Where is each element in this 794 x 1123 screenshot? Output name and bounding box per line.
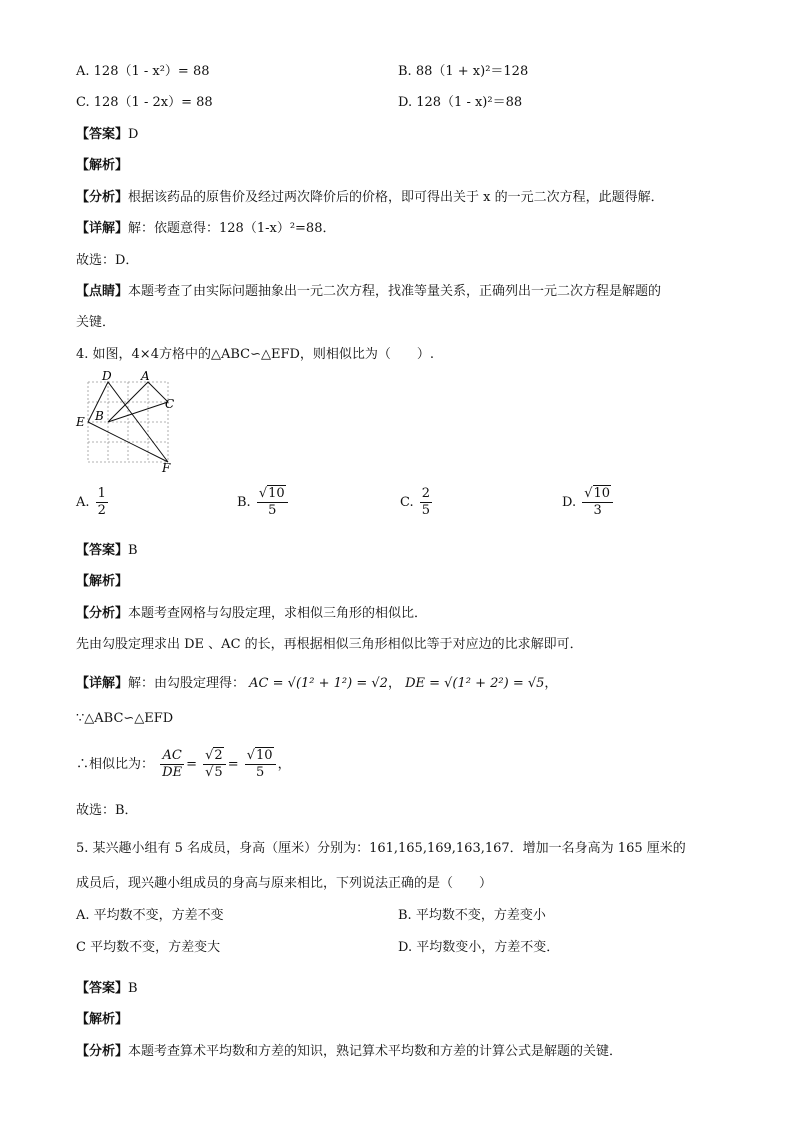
figure-label-e: E (76, 415, 85, 429)
q3-fenxi (76, 189, 664, 207)
answer-label: 【答案】 (76, 981, 129, 996)
ac-equation: AC = √(1² + 1²) = √2 (249, 676, 388, 691)
numerator: √10 (582, 486, 613, 503)
fraction (257, 486, 288, 519)
q3-analysis-label: 【解析】 (76, 158, 129, 173)
denominator: 5 (268, 503, 277, 518)
figure-label-c: C (165, 397, 175, 411)
q3-option-a: A. 128（1 - x²）= 88 (76, 64, 210, 79)
figure-label-f: F (162, 461, 171, 472)
fraction (420, 486, 432, 519)
xiangjie-label: 【详解】 (76, 676, 129, 691)
radicand: 10 (256, 748, 273, 763)
q4-option-b (237, 486, 290, 519)
de-equation: DE = √(1² + 2²) = √5 (405, 676, 545, 691)
q4-analysis-label: 【解析】 (76, 574, 129, 589)
q4-method: 先由勾股定理求出 DE 、AC 的长，再根据相似三角形相似比等于对应边的比求解即可． (76, 637, 583, 652)
fenxi-label: 【分析】 (76, 1044, 129, 1059)
q3-option-c: C. 128（1 - 2x）= 88 (76, 95, 213, 110)
q4-grid-figure (74, 368, 184, 472)
q3-guxuan: 故选：D． (76, 253, 139, 268)
numerator: √10 (257, 486, 288, 503)
answer-label: 【答案】 (76, 543, 129, 558)
q4-because: ∵△ABC∽△EFD (76, 711, 174, 726)
q4-xiangjie: 【详解】解：由勾股定理得： AC = √(1² + 1²) = √2， DE = √(1² + 2²) = √5， (76, 676, 558, 691)
q5-option-d: D. 平均数变小，方差不变． (398, 940, 560, 955)
q3-answer-line (76, 126, 138, 144)
answer-value: B (128, 543, 138, 558)
q4-stem: 4. 如图，4×4方格中的△ABC∽△EFD，则相似比为（ ）. (76, 347, 435, 362)
q5-fenxi (76, 1043, 622, 1061)
q4-option-c (400, 486, 434, 519)
q5-stem-line2: 成员后，现兴趣小组成员的身高与原来相比，下列说法正确的是（ ） (76, 876, 493, 891)
q5-option-c: C 平均数不变，方差变大 (76, 940, 221, 955)
figure-label-a: A (141, 369, 150, 383)
fenxi-text: 本题考查算术平均数和方差的知识，熟记算术平均数和方差的计算公式是解题的关键． (128, 1044, 623, 1059)
answer-label: 【答案】 (76, 127, 129, 142)
numerator: √2 (203, 748, 226, 765)
q5-stem-line1: 5. 某兴趣小组有 5 名成员，身高（厘米）分别为：161,165,169,163,167．增加一名身高为 165 厘米的 (76, 841, 686, 856)
fenxi-label: 【分析】 (76, 606, 129, 621)
q4-answer-line (76, 542, 138, 560)
numerator: √10 (245, 748, 276, 765)
xiangjie-text: 解：由勾股定理得： (128, 676, 246, 691)
q4-fenxi (76, 605, 427, 623)
xiangjie-label: 【详解】 (76, 221, 129, 236)
fraction (582, 486, 613, 519)
fenxi-label: 【分析】 (76, 190, 129, 205)
dianjing-label: 【点睛】 (76, 284, 129, 299)
numerator: AC (162, 748, 182, 763)
fraction-ac-de (160, 748, 184, 781)
fenxi-text: 本题考查网格与勾股定理，求相似三角形的相似比． (128, 606, 428, 621)
q5-option-b: B. 平均数不变，方差变小 (398, 908, 546, 923)
q5-analysis-label: 【解析】 (76, 1012, 129, 1027)
q4-option-d (562, 486, 615, 519)
denominator: DE (162, 765, 183, 780)
denominator: 5 (256, 765, 265, 780)
q4-guxuan: 故选：B． (76, 803, 138, 818)
q3-dianjing (76, 283, 661, 301)
q3-option-d: D. 128（1 - x)²＝88 (398, 95, 523, 110)
fraction-sqrt2-sqrt5 (203, 748, 226, 781)
answer-value: B (128, 981, 138, 996)
option-letter: D. (562, 495, 577, 510)
answer-value: D (128, 127, 139, 142)
fraction (96, 486, 108, 519)
q3-xiangjie (76, 220, 335, 238)
q5-answer-line (76, 980, 138, 998)
q3-option-b: B. 88（1 + x)²＝128 (398, 64, 529, 79)
option-letter: B. (237, 495, 251, 510)
q5-option-a: A. 平均数不变，方差不变 (76, 908, 224, 923)
denominator: √5 (205, 765, 223, 780)
q4-therefore: ∴相似比为： $\frac{AC}{DE}$ = $\frac{√2}{√5}$ = $\frac{√10}{5}$ ， (76, 748, 291, 780)
therefore-text: ∴相似比为： (76, 757, 155, 772)
fenxi-text: 根据该药品的原售价及经过两次降价后的价格，即可得出关于 x 的一元二次方程，此题得解． (128, 190, 664, 205)
xiangjie-text: 解：依题意得：128（1-x）²=88． (128, 221, 336, 236)
q3-dianjing-cont: 关键． (76, 315, 116, 330)
figure-label-b: B (95, 409, 104, 423)
q4-option-a (76, 486, 110, 519)
figure-label-d: D (102, 369, 112, 383)
radicand: 5 (214, 765, 223, 780)
dianjing-text: 本题考查了由实际问题抽象出一元二次方程，找准等量关系，正确列出一元二次方程是解题的 (128, 284, 662, 299)
option-letter: A. (76, 495, 90, 510)
radicand: 10 (268, 486, 285, 501)
radicand: 2 (214, 748, 223, 763)
denominator: 5 (421, 503, 431, 518)
option-letter: C. (400, 495, 414, 510)
denominator: 3 (593, 503, 602, 518)
numerator: 1 (97, 486, 106, 501)
numerator: 2 (421, 486, 431, 501)
radicand: 10 (593, 486, 611, 501)
denominator: 2 (97, 503, 106, 518)
fraction-sqrt10-5 (245, 748, 276, 781)
